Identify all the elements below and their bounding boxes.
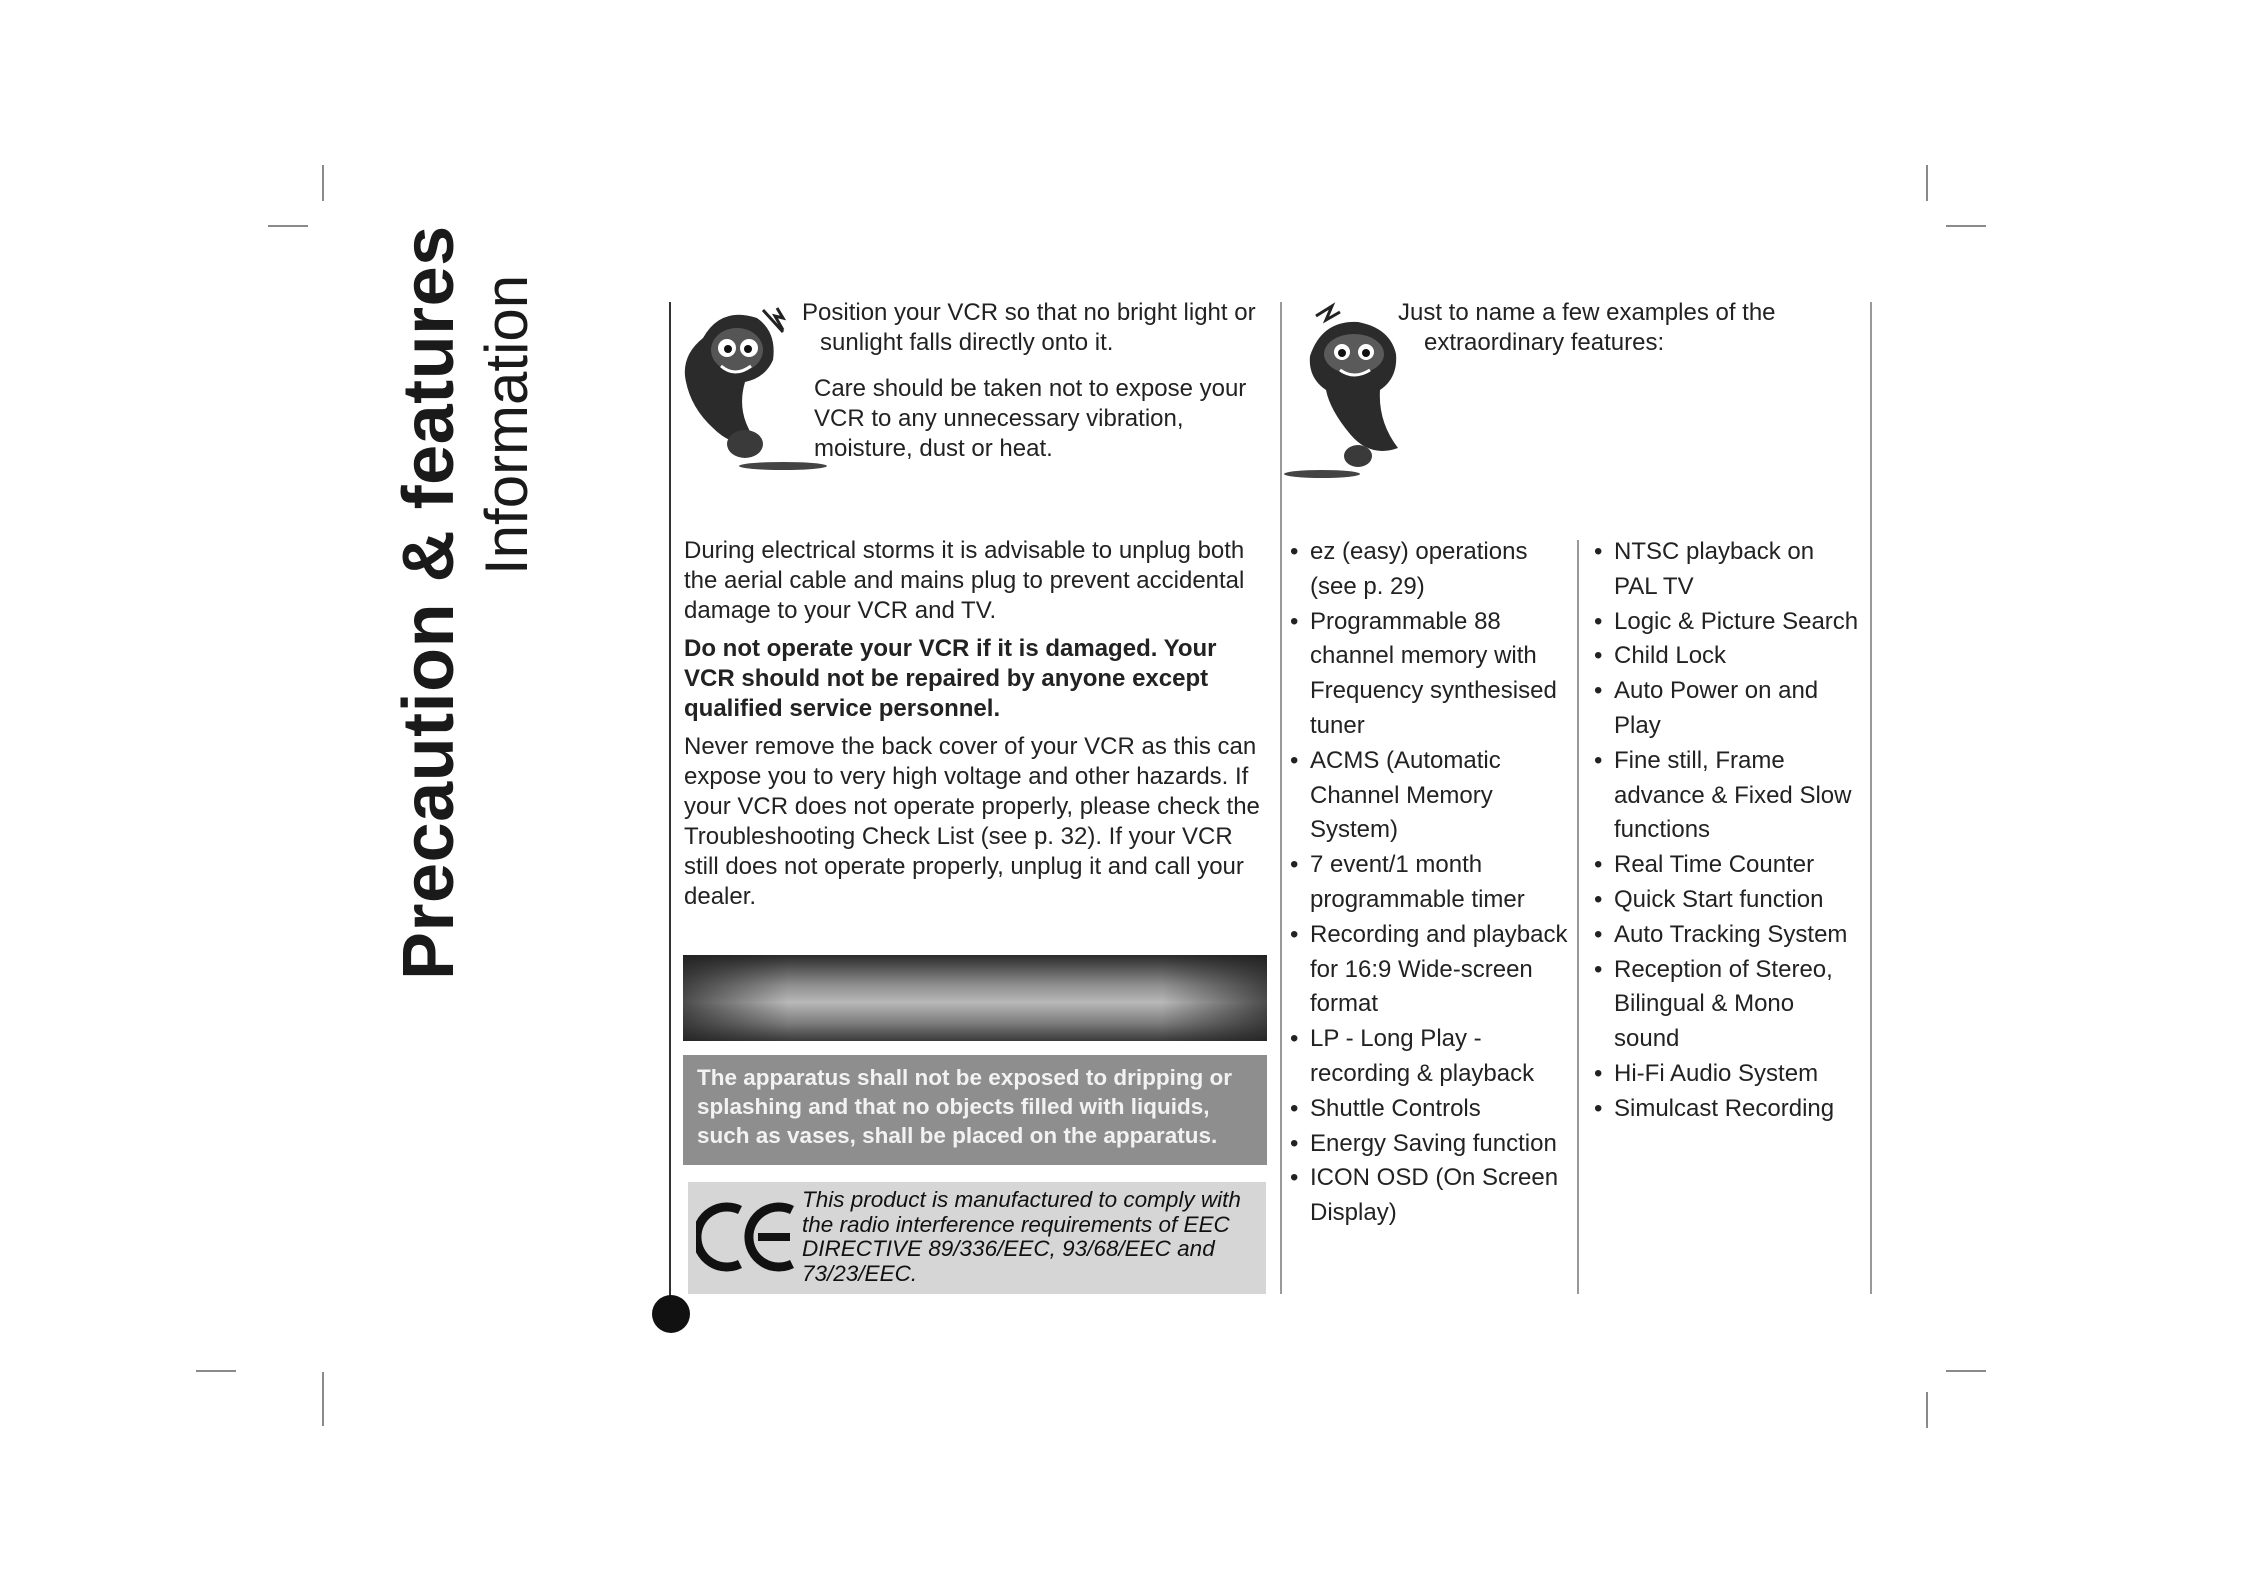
- features-intro: [1398, 298, 1834, 358]
- storms-paragraph: During electrical storms it is advisable to unplug both the aerial cable and mains plug to prevent accidental damage to your VCR and TV.: [684, 537, 1245, 624]
- list-item: • ICON OSD (On Screen Display): [1290, 1161, 1576, 1231]
- column-divider-left: [669, 302, 671, 1312]
- crop-mark: [322, 1372, 324, 1426]
- list-item: • ez (easy) operations (see p. 29): [1290, 535, 1576, 605]
- crop-mark: [1946, 225, 1986, 227]
- list-item: • 7 event/1 month programmable timer: [1290, 848, 1576, 918]
- ce-compliance-text: This product is manufactured to comply with the radio interference requirements of EEC DIRECTIVE 89/336/EEC, 93/68/EEC and 73/23/EEC.: [802, 1187, 1241, 1286]
- list-item: • LP - Long Play - recording & playback: [1290, 1022, 1576, 1092]
- liquid-warning-box: [683, 1055, 1267, 1165]
- precaution-intro-light: [802, 298, 1292, 358]
- precaution-intro-vibration: [814, 374, 1274, 464]
- ce-compliance-box: [688, 1182, 1266, 1294]
- page-subtitle: Information: [473, 274, 540, 575]
- damage-warning: Do not operate your VCR if it is damaged. Your VCR should not be repaired by anyone except qualified service personnel.: [684, 635, 1217, 722]
- list-item: • Reception of Stereo, Bilingual & Mono sound: [1594, 953, 1866, 1057]
- list-item: • Recording and playback for 16:9 Wide-screen format: [1290, 918, 1576, 1022]
- list-item: • Child Lock: [1594, 639, 1866, 674]
- crop-mark: [1926, 1392, 1928, 1428]
- decorative-gradient-bar: [683, 955, 1267, 1041]
- list-item: • Simulcast Recording: [1594, 1092, 1866, 1127]
- features-list-right: [1594, 535, 1866, 1127]
- list-item: • Fine still, Frame advance & Fixed Slow functions: [1594, 744, 1866, 848]
- list-item: • Real Time Counter: [1594, 848, 1866, 883]
- crop-mark: [1946, 1370, 1986, 1372]
- list-item: • Auto Tracking System: [1594, 918, 1866, 953]
- column-divider-features: [1577, 540, 1579, 1294]
- intro-vibration-text: Care should be taken not to expose your VCR to any unnecessary vibration, moisture, dust or heat.: [814, 375, 1247, 462]
- intro-light-text: Position your VCR so that no bright light or sunlight falls directly onto it.: [802, 299, 1256, 356]
- ce-mark-icon: [696, 1196, 798, 1278]
- list-item: • Hi-Fi Audio System: [1594, 1057, 1866, 1092]
- crop-mark: [196, 1370, 236, 1372]
- features-list-left: [1290, 535, 1576, 1231]
- liquid-warning-text: The apparatus shall not be exposed to dripping or splashing and that no objects filled with liquids, such as vases, shall be placed on the apparatus.: [697, 1065, 1233, 1148]
- page-marker-dot: [652, 1295, 690, 1333]
- crop-mark: [268, 225, 308, 227]
- list-item: • Logic & Picture Search: [1594, 605, 1866, 640]
- list-item: • Quick Start function: [1594, 883, 1866, 918]
- column-divider-right: [1870, 302, 1872, 1294]
- list-item: • NTSC playback on PAL TV: [1594, 535, 1866, 605]
- list-item: • Programmable 88 channel memory with Frequency synthesised tuner: [1290, 605, 1576, 744]
- list-item: • Shuttle Controls: [1290, 1092, 1576, 1127]
- back-cover-paragraph: Never remove the back cover of your VCR as this can expose you to very high voltage and other hazards. If your VCR does not operate properly, please check the Troubleshooting Check List (see p. 32). If your VCR still does not operate properly, unplug it and call your dealer.: [684, 733, 1260, 910]
- list-item: • Auto Power on and Play: [1594, 674, 1866, 744]
- list-item: • ACMS (Automatic Channel Memory System): [1290, 744, 1576, 848]
- crop-mark: [1926, 165, 1928, 201]
- list-item: • Energy Saving function: [1290, 1127, 1576, 1162]
- precaution-body: [684, 536, 1270, 918]
- crop-mark: [322, 165, 324, 201]
- page-title: Precaution & features: [389, 225, 469, 980]
- features-intro-text: Just to name a few examples of the extraordinary features:: [1398, 299, 1776, 356]
